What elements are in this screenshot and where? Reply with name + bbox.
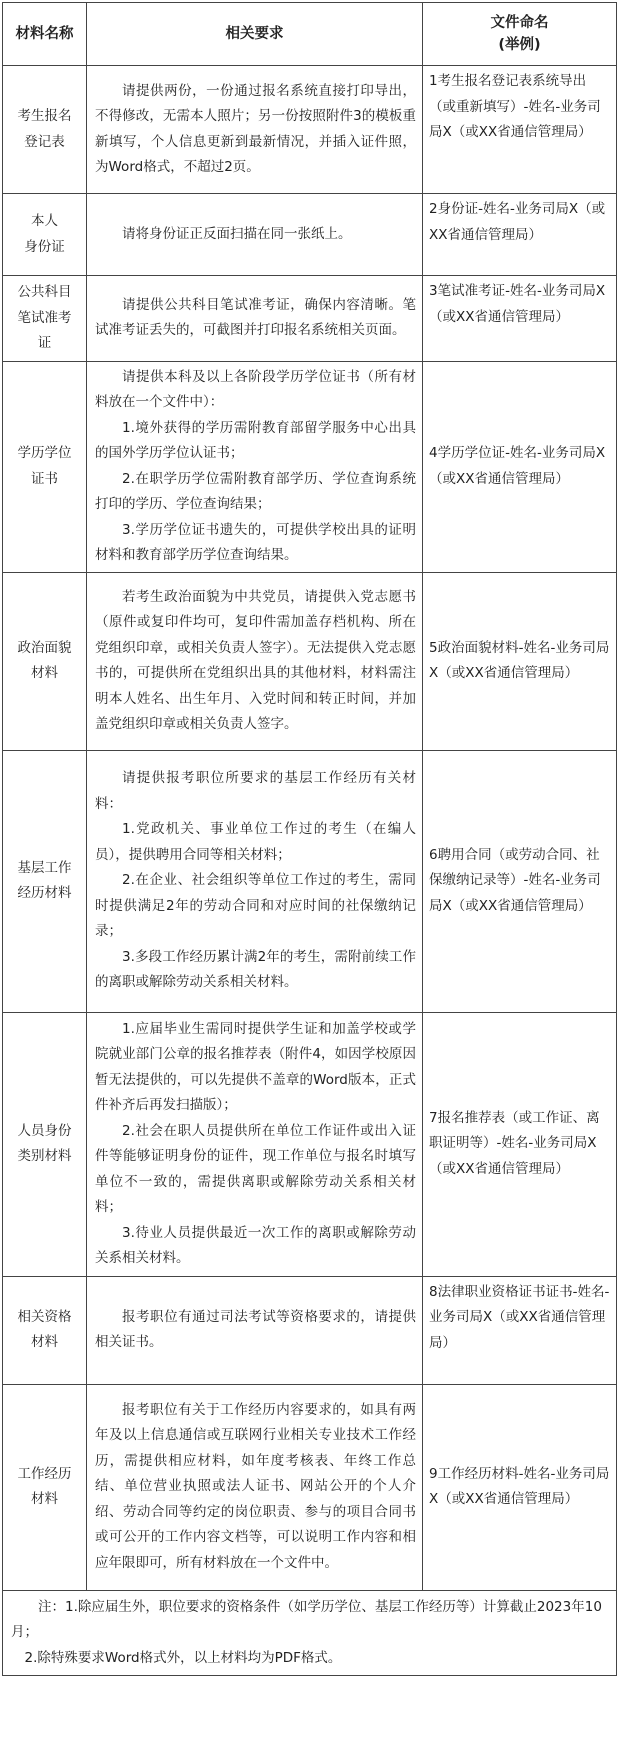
requirement-cell: 若考生政治面貌为中共党员，请提供入党志愿书（原件或复印件均可，复印件需加盖存档机构、所在党组织印章，或相关负责人签字）。无法提供入党志愿书的，可提供所在党组织出具的其他材料，材料需注明本人姓名、出生年月、入党时间和转正时间，并加盖党组织印章或相关负责人签字。 <box>87 572 423 750</box>
table-row <box>3 1384 617 1590</box>
requirement-cell: 请提供公共科目笔试准考证，确保内容清晰。笔试准考证丢失的，可截图并打印报名系统相关页面。 <box>87 276 423 362</box>
material-name-cell: 考生报名 登记表 <box>3 66 87 194</box>
file-name-cell: 8法律职业资格证书证书-姓名-业务司局X（或XX省通信管理局） <box>423 1276 617 1384</box>
file-name-cell: 6聘用合同（或劳动合同、社保缴纳记录等）-姓名-业务司局X（或XX省通信管理局） <box>423 750 617 1012</box>
table-header-row <box>3 3 617 66</box>
material-name-cell: 学历学位 证书 <box>3 361 87 572</box>
requirement-cell: 请提供本科及以上各阶段学历学位证书（所有材料放在一个文件中）： 1.境外获得的学历需附教育部留学服务中心出具的国外学历学位认证书； 2.在职学历学位需附教育部学历、学位查询系统打印的学历、学位查询结果； 3.学历学位证书遗失的，可提供学校出具的证明材料和教育部学历学位查询结果。 <box>87 361 423 572</box>
header-requirements: 相关要求 <box>87 3 423 66</box>
table-row <box>3 361 617 572</box>
table-row <box>3 750 617 1012</box>
file-name-cell: 7报名推荐表（或工作证、离职证明等）-姓名-业务司局X（或XX省通信管理局） <box>423 1012 617 1276</box>
table-row <box>3 194 617 276</box>
table-row <box>3 1012 617 1276</box>
header-file-naming-line1: 文件命名 <box>490 15 549 31</box>
material-name-cell: 公共科目 笔试准考 证 <box>3 276 87 362</box>
requirement-cell: 请提供报考职位所要求的基层工作经历有关材料： 1.党政机关、事业单位工作过的考生（在编人员），提供聘用合同等相关材料； 2.在企业、社会组织等单位工作过的考生，需同时提供满足2年的劳动合同和对应时间的社保缴纳记录； 3.多段工作经历累计满2年的考生，需附前续工作的离职或解除劳动关系相关材料。 <box>87 750 423 1012</box>
material-name-cell: 政治面貌 材料 <box>3 572 87 750</box>
table-row <box>3 66 617 194</box>
header-file-naming-line2: (举例) <box>498 37 541 53</box>
table-row <box>3 276 617 362</box>
file-name-cell: 9工作经历材料-姓名-业务司局X（或XX省通信管理局） <box>423 1384 617 1590</box>
file-name-cell: 5政治面貌材料-姓名-业务司局X（或XX省通信管理局） <box>423 572 617 750</box>
table-row <box>3 1276 617 1384</box>
requirement-cell: 请提供两份，一份通过报名系统直接打印导出，不得修改，无需本人照片；另一份按照附件3的模板重新填写，个人信息更新到最新情况，并插入证件照，为Word格式，不超过2页。 <box>87 66 423 194</box>
file-name-cell: 2身份证-姓名-业务司局X（或XX省通信管理局） <box>423 194 617 276</box>
requirement-cell: 报考职位有关于工作经历内容要求的，如具有两年及以上信息通信或互联网行业相关专业技术工作经历，需提供相应材料，如年度考核表、年终工作总结、单位营业执照或法人证书、网站公开的个人介绍、劳动合同等约定的岗位职责、参与的项目合同书或可公开的工作内容文档等，可以说明工作内容和相应年限即可，所有材料放在一个文件中。 <box>87 1384 423 1590</box>
material-name-cell: 相关资格 材料 <box>3 1276 87 1384</box>
header-material-name: 材料名称 <box>3 3 87 66</box>
file-name-cell: 3笔试准考证-姓名-业务司局X（或XX省通信管理局） <box>423 276 617 362</box>
material-name-cell: 本人 身份证 <box>3 194 87 276</box>
note-1: 注：1.除应届生外，职位要求的资格条件（如学历学位、基层工作经历等）计算截止2023年10月； <box>11 1598 602 1640</box>
header-file-naming <box>423 3 617 66</box>
notes-cell <box>3 1590 617 1676</box>
file-name-cell: 4学历学位证-姓名-业务司局X（或XX省通信管理局） <box>423 361 617 572</box>
requirement-cell: 请将身份证正反面扫描在同一张纸上。 <box>87 194 423 276</box>
requirement-cell: 报考职位有通过司法考试等资格要求的，请提供相关证书。 <box>87 1276 423 1384</box>
requirement-cell: 1.应届毕业生需同时提供学生证和加盖学校或学院就业部门公章的报名推荐表（附件4，如因学校原因暂无法提供的，可以先提供不盖章的Word版本，正式件补齐后再发扫描版）； 2.社会在职人员提供所在单位工作证件或出入证件等能够证明身份的证件，现工作单位与报名时填写单位不一致的，需提供离职或解除劳动关系相关材料； 3.待业人员提供最近一次工作的离职或解除劳动关系相关材料。 <box>87 1012 423 1276</box>
file-name-cell: 1考生报名登记表系统导出（或重新填写）-姓名-业务司局X（或XX省通信管理局） <box>423 66 617 194</box>
material-name-cell: 工作经历 材料 <box>3 1384 87 1590</box>
material-name-cell: 基层工作 经历材料 <box>3 750 87 1012</box>
notes-row <box>3 1590 617 1676</box>
note-2: 2.除特殊要求Word格式外，以上材料均为PDF格式。 <box>24 1649 342 1666</box>
material-name-cell: 人员身份 类别材料 <box>3 1012 87 1276</box>
materials-table <box>2 2 617 1676</box>
table-row <box>3 572 617 750</box>
